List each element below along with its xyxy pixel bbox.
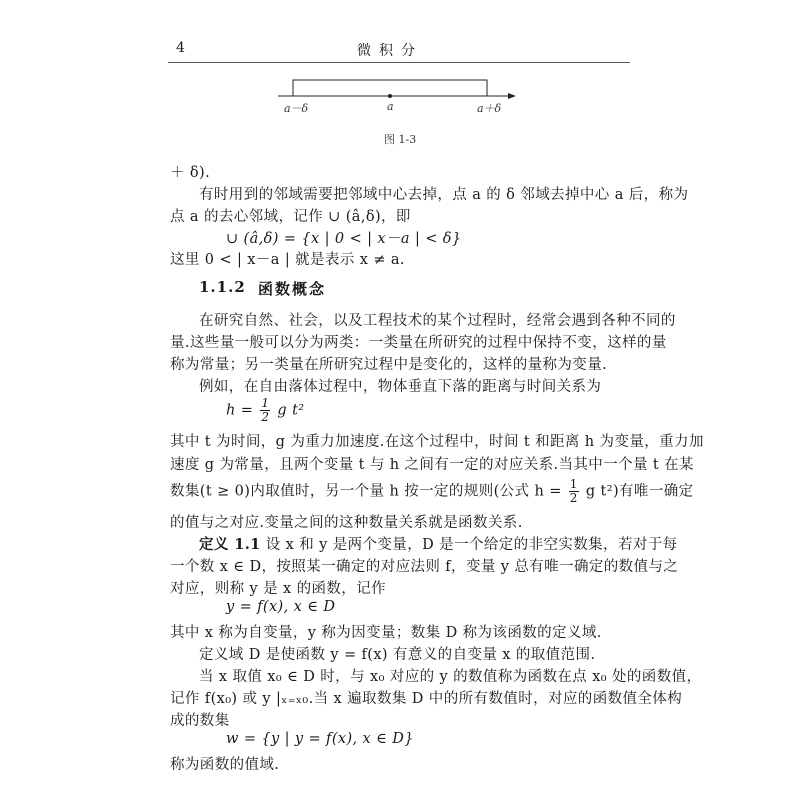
text-segment: 数集(t ≥ 0)内取值时，另一个量 h 按一定的规则(公式 h =: [170, 483, 562, 500]
text-line: 这里 0 < | x－a | 就是表示 x ≠ a.: [170, 252, 405, 268]
text-line: 成的数集: [170, 713, 230, 729]
text-line-with-fraction: [170, 478, 694, 505]
definition-line: [199, 533, 678, 554]
text-segment: 设 x 和 y 是两个变量，D 是一个给定的非空实数集，若对于每: [265, 537, 678, 553]
text-line: ＋ δ).: [170, 165, 211, 181]
fraction-half: [569, 478, 579, 505]
neighborhood-bracket: [293, 80, 487, 96]
text-line: 一个数 x ∈ D，按照某一确定的对应法则 f，变量 y 总有唯一确定的数值与之: [170, 559, 679, 575]
running-title: 微积分: [357, 43, 423, 59]
section-title: 函数概念: [258, 280, 327, 298]
label-a: a: [387, 100, 394, 113]
text-line: 点 a 的去心邻域，记作 ∪ (â,δ)，即: [170, 209, 411, 225]
fraction-denominator: 2: [261, 410, 270, 424]
fraction-denominator: 2: [569, 491, 578, 505]
page-number: 4: [176, 40, 185, 56]
fraction-numerator: 1: [569, 477, 578, 491]
text-line: 称为函数的值域.: [170, 757, 280, 773]
header-rule: [168, 62, 630, 63]
equation-range: w = {y | y = f(x), x ∈ D}: [226, 731, 414, 747]
fraction-numerator: 1: [261, 396, 270, 410]
equation-punctured-neighborhood: ∪ (â,δ) = {x | 0 < | x－a | < δ}: [226, 231, 462, 247]
text-line: 其中 x 称为自变量，y 称为因变量；数集 D 称为该函数的定义域.: [170, 625, 602, 641]
text-line: 在研究自然、社会，以及工程技术的某个过程时，经常会遇到各种不同的: [199, 313, 676, 329]
text-line: 当 x 取值 x₀ ∈ D 时，与 x₀ 对应的 y 的数值称为函数在点 x₀ 处的函数值，: [199, 669, 702, 685]
label-a-minus-delta: a－δ: [284, 102, 309, 115]
equation-free-fall: [226, 397, 305, 424]
eq-lhs: h =: [226, 402, 254, 419]
center-point: [388, 94, 392, 98]
equation-function: y = f(x), x ∈ D: [226, 599, 336, 615]
text-line: 速度 g 为常量，且两个变量 t 与 h 之间有一定的对应关系.当其中一个量 t 在某: [170, 457, 694, 473]
text-line: 称为常量；另一类量在所研究过程中是变化的，这样的量称为变量.: [170, 357, 608, 373]
axis-arrow: [508, 93, 516, 99]
text-segment: g t²)有唯一确定: [585, 483, 694, 500]
text-line: 例如，在自由落体过程中，物体垂直下落的距离与时间关系为: [199, 379, 602, 395]
text-line: 定义域 D 是使函数 y = f(x) 有意义的自变量 x 的取值范围.: [199, 647, 596, 663]
fraction-half: [260, 397, 270, 424]
figure-caption: 图 1-3: [384, 133, 417, 146]
text-line: 量.这些量一般可以分为两类：一类量在所研究的过程中保持不变，这样的量: [170, 335, 667, 351]
text-line: 有时用到的邻域需要把邻域中心去掉，点 a 的 δ 邻域去掉中心 a 后，称为: [199, 187, 689, 203]
text-line: 的值与之对应.变量之间的这种数量关系就是函数关系.: [170, 515, 523, 531]
label-a-plus-delta: a＋δ: [477, 102, 502, 115]
text-line: 对应，则称 y 是 x 的函数，记作: [170, 581, 387, 597]
definition-label: 定义 1.1: [199, 536, 261, 553]
section-number: 1.1.2: [199, 278, 246, 296]
eq-rhs: g t²: [277, 402, 305, 419]
text-line: 记作 f(x₀) 或 y |ₓ₌ₓ₀.当 x 遍取数集 D 中的所有数值时，对应的函数值全体构: [170, 691, 683, 707]
text-line: 其中 t 为时间，g 为重力加速度.在这个过程中，时间 t 和距离 h 为变量，重力加: [170, 434, 704, 450]
